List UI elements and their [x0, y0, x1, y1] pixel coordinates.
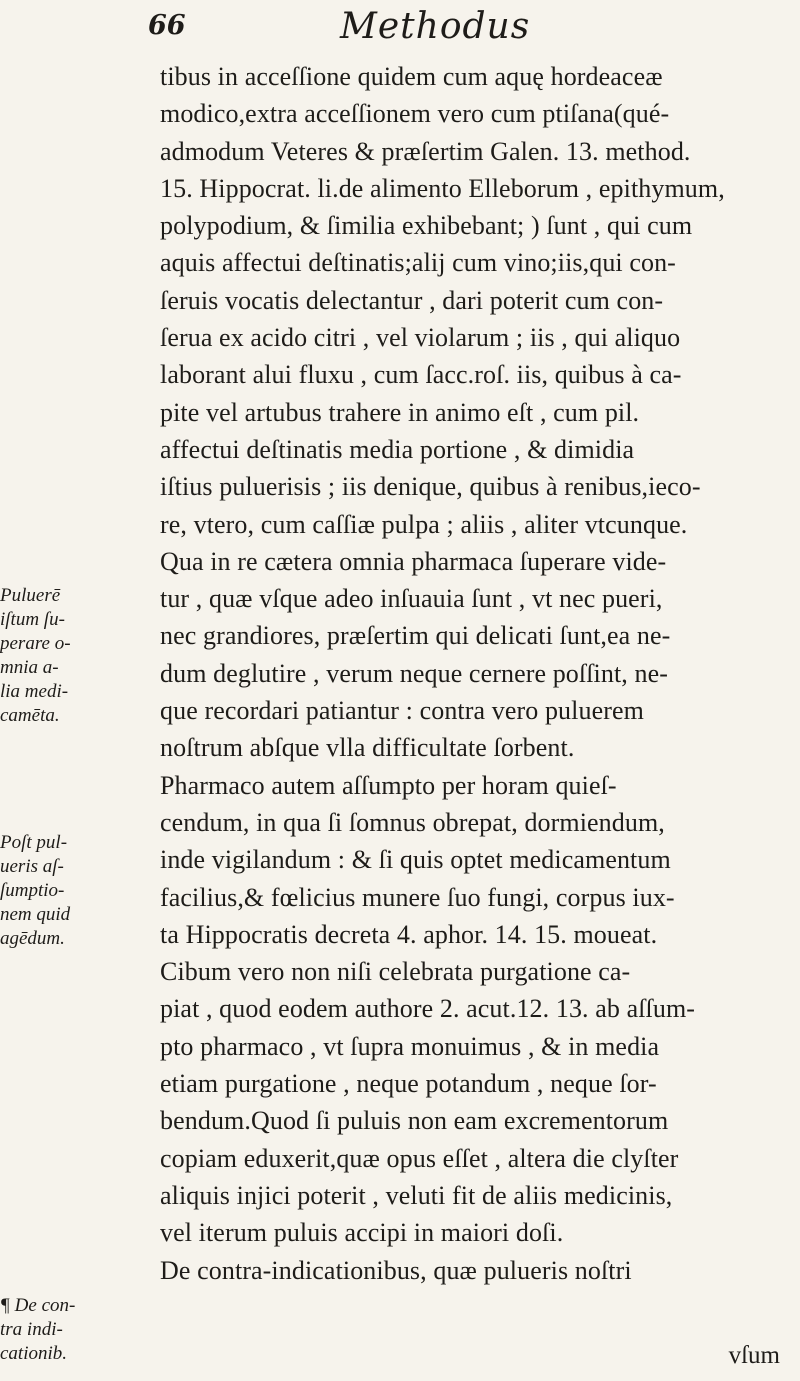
margin-note-line: Puluerē	[0, 585, 61, 606]
text-line: tur , quæ vſque adeo inſuauia ſunt , vt nec pueri,	[160, 584, 663, 614]
margin-note-line: mnia a-	[0, 657, 59, 678]
catchword: vſum	[728, 1342, 780, 1369]
text-line: dum deglutire , verum neque cernere poſſint, ne-	[160, 658, 669, 688]
margin-note-post-pulveris	[0, 831, 70, 951]
margin-note-line: ueris aſ-	[0, 856, 64, 877]
body-text	[160, 58, 800, 1289]
text-line: bendum.Quod ſi puluis non eam excrementorum	[160, 1106, 669, 1136]
margin-note-line: cationib.	[0, 1343, 68, 1364]
margin-note-line: ſumptio-	[0, 880, 65, 901]
text-line: facilius,& fœlicius munere ſuo fungi, corpus iux-	[160, 882, 675, 912]
margin-note-line: tra indi-	[0, 1319, 63, 1340]
text-line: 15. Hippocrat. li.de alimento Elleborum , epithymum,	[160, 173, 725, 203]
text-line: aliquis injici poterit , veluti fit de aliis medicinis,	[160, 1180, 673, 1210]
text-line: pto pharmaco , vt ſupra monuimus , & in media	[160, 1031, 660, 1061]
text-line: iſtius puluerisis ; iis denique, quibus à renibus,ieco-	[160, 472, 701, 502]
text-line: Cibum vero non niſi celebrata purgatione ca-	[160, 957, 631, 987]
text-line: ſerua ex acido citri , vel violarum ; iis , qui aliquo	[160, 323, 681, 353]
text-line: nec grandiores, præſertim qui delicati ſunt,ea ne-	[160, 621, 671, 651]
margin-note-line: iſtum ſu-	[0, 609, 65, 630]
margin-note-contra-indicationibus	[0, 1294, 75, 1366]
margin-note-line: Poſt pul-	[0, 832, 68, 853]
text-line: De contra-indicationibus, quæ pulueris noſtri	[160, 1255, 632, 1285]
margin-note-line: agēdum.	[0, 928, 65, 949]
text-line: modico,extra acceſſionem vero cum ptiſana(qué-	[160, 99, 670, 129]
margin-note-line: perare o-	[0, 633, 71, 654]
margin-note-line: nem quid	[0, 904, 71, 925]
margin-note-line: lia medi-	[0, 681, 69, 702]
page-header	[0, 6, 800, 56]
text-line: noſtrum abſque vlla difficultate ſorbent.	[160, 733, 575, 763]
text-line: cendum, in qua ſi ſomnus obrepat, dormiendum,	[160, 807, 665, 837]
text-line: polypodium, & ſimilia exhibebant; ) ſunt , qui cum	[160, 211, 693, 241]
text-line: etiam purgatione , neque potandum , neque ſor-	[160, 1069, 657, 1099]
text-line: ta Hippocratis decreta 4. aphor. 14. 15. moueat.	[160, 919, 658, 949]
text-line: tibus in acceſſione quidem cum aquę hordeaceæ	[160, 62, 663, 91]
page-number: 66	[148, 10, 186, 41]
text-line: ſeruis vocatis delectantur , dari poterit cum con-	[160, 285, 664, 315]
text-line: que recordari patiantur : contra vero puluerem	[160, 696, 644, 726]
running-title: Methodus	[340, 6, 531, 47]
text-line: copiam eduxerit,quæ opus eſſet , altera die clyſter	[160, 1143, 679, 1173]
text-line: laborant alui fluxu , cum ſacc.roſ. iis, quibus à ca-	[160, 360, 682, 390]
text-line: affectui deſtinatis media portione , & dimidia	[160, 434, 635, 464]
text-line: vel iterum puluis accipi in maiori doſi.	[160, 1218, 564, 1248]
text-line: aquis affectui deſtinatis;alij cum vino;iis,qui con-	[160, 248, 676, 278]
text-line: piat , quod eodem authore 2. acut.12. 13. ab aſſum-	[160, 994, 696, 1024]
margin-note-line: camēta.	[0, 705, 60, 726]
text-line: Qua in re cætera omnia pharmaca ſuperare vide-	[160, 546, 667, 576]
text-line: inde vigilandum : & ſi quis optet medicamentum	[160, 845, 671, 875]
text-line: re, vtero, cum caſſiæ pulpa ; aliis , aliter vtcunque.	[160, 509, 688, 539]
margin-note-pulverem	[0, 584, 71, 728]
margin-note-line: ¶ De con-	[0, 1295, 76, 1316]
text-line: Pharmaco autem aſſumpto per horam quieſ-	[160, 770, 617, 800]
text-line: admodum Veteres & præſertim Galen. 13. method.	[160, 136, 691, 166]
text-line: pite vel artubus trahere in animo eſt , cum pil.	[160, 397, 640, 427]
